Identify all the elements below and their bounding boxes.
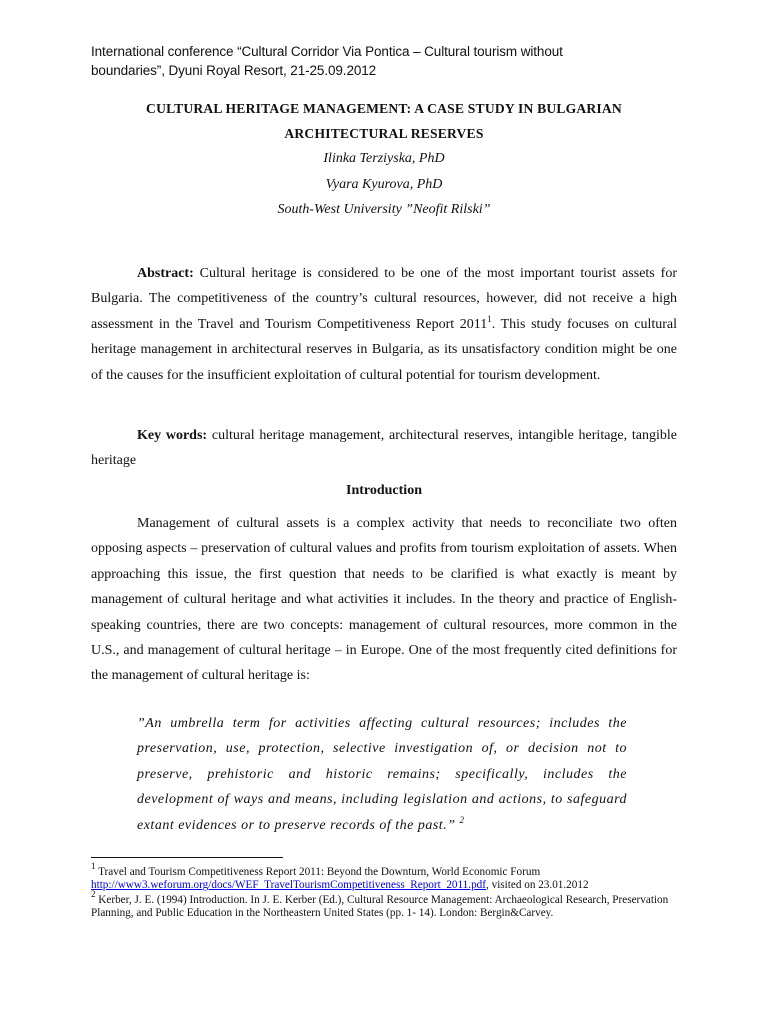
paper-title-line-2: ARCHITECTURAL RESERVES [284, 126, 484, 141]
affiliation: South-West University ”Neofit Rilski” [277, 202, 491, 217]
footnote-1-mark: 1 [91, 861, 96, 871]
footnote-1-tail: , visited on 23.01.2012 [486, 879, 589, 892]
header-line-2: boundaries”, Dyuni Royal Resort, 21-25.09.2012 [91, 63, 377, 78]
footnote-1-link[interactable]: http://www3.weforum.org/docs/WEF_TravelTourismCompetitiveness_Report_2011.pdf [91, 879, 486, 892]
keywords-label: Key words: [137, 428, 208, 443]
conference-header [91, 42, 691, 80]
abstract-paragraph [91, 261, 677, 388]
footnote-2-mark: 2 [91, 889, 96, 899]
section-heading-introduction: Introduction [346, 483, 422, 498]
keywords-text: cultural heritage management, architectural reserves, intangible heritage, tangible heritage [91, 428, 677, 469]
definition-quote [137, 711, 627, 838]
quote-text: ”An umbrella term for activities affecting cultural resources; includes the preservation, use, protection, selective investigation of, or decision not to preserve, prehistoric and historic remains; specifically, includes the development of ways and means, including legislation and actions, to safeguard extant evidences or to preserve records of the past.” [137, 716, 627, 833]
footnote-ref-1[interactable]: 1 [487, 313, 492, 324]
keywords-paragraph [91, 423, 677, 474]
footnote-1-text: Travel and Tourism Competitiveness Report 2011: Beyond the Downturn, World Economic Forum [95, 866, 541, 878]
abstract-text-a: Cultural heritage is considered to be one of the most important tourist assets for Bulgaria. The competitiveness of the country’s cultural resources, however, did not receive a high assessment in the Travel and Tourism Competitiveness Report 2011 [91, 266, 677, 332]
header-line-1: International conference “Cultural Corridor Via Pontica – Cultural tourism without [91, 44, 563, 59]
footnote-2-text: Kerber, J. E. (1994) Introduction. In J. E. Kerber (Ed.), Cultural Resource Management: Archaeological Research, Preservation Planning, and Public Education in the Northeastern United States (pp. 1- 14). London: Bergin&Carvey. [91, 894, 669, 920]
footnote-separator [91, 857, 283, 858]
abstract-label: Abstract: [137, 266, 194, 281]
paper-title-line-1: CULTURAL HERITAGE MANAGEMENT: A CASE STUDY IN BULGARIAN [146, 101, 622, 116]
author-1: Ilinka Terziyska, PhD [323, 151, 445, 166]
introduction-paragraph: Management of cultural assets is a complex activity that needs to reconciliate two often opposing aspects – preservation of cultural values and profits from tourism exploitation of assets. When approaching this issue, the first question that needs to be clarified is what exactly is meant by management of cultural heritage and what activities it includes. In the theory and practice of English-speaking countries, there are two concepts: management of cultural resources, more common in the U.S., and management of cultural heritage – in Europe. One of the most frequently cited definitions for the management of cultural heritage is: [91, 516, 677, 684]
author-2: Vyara Kyurova, PhD [325, 177, 443, 192]
footnote-1 [91, 861, 681, 893]
footnote-2 [91, 889, 681, 921]
abstract-text-b: . This study focuses on cultural heritage management in architectural reserves in Bulgaria, as its unsatisfactory condition might be one of the causes for the insufficient exploitation of cultural potential for tourism development. [91, 316, 677, 383]
footnote-ref-2[interactable]: 2 [459, 814, 465, 825]
